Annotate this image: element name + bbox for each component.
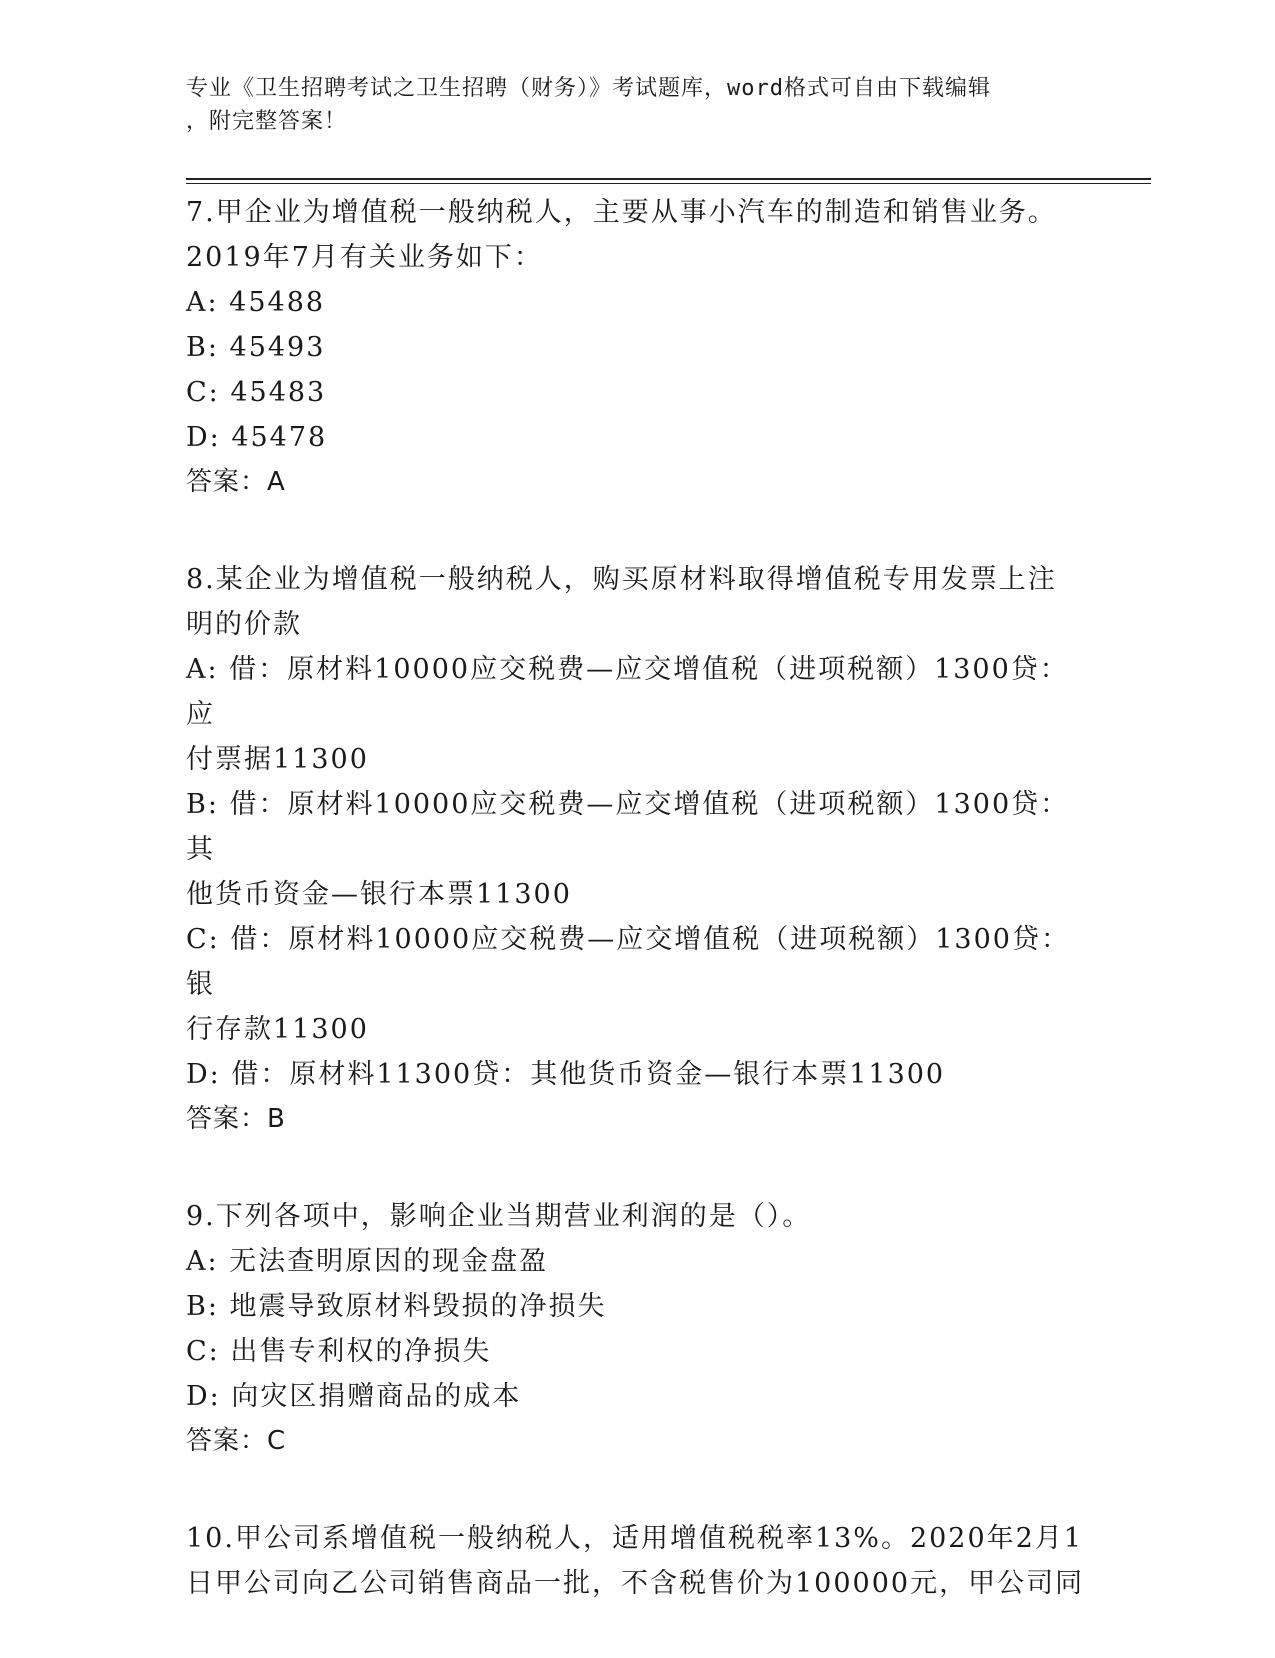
option-a: A: 45488: [186, 287, 326, 318]
option-d: D: 45478: [186, 422, 328, 453]
question-list: [186, 190, 1086, 1658]
option-a-cont: 付票据11300: [186, 744, 369, 775]
question-stem-cont: 日甲公司向乙公司销售商品一批，不含税售价为100000元，甲公司同: [186, 1568, 1085, 1599]
option-a: A: 借：原材料10000应交税费—应交增值税（进项税额）1300贷：应: [186, 654, 1069, 730]
header-line-1: 专业《卫生招聘考试之卫生招聘（财务）》考试题库，word格式可自由下载编辑: [186, 76, 991, 101]
option-b: B: 借：原材料10000应交税费—应交增值税（进项税额）1300贷：其: [186, 789, 1070, 865]
question-stem: 8.某企业为增值税一般纳税人，购买原材料取得增值税专用发票上注: [186, 564, 1057, 595]
option-c: C: 45483: [186, 377, 327, 408]
answer: 答案：C: [186, 1426, 287, 1456]
question-stem: 7.甲企业为增值税一般纳税人，主要从事小汽车的制造和销售业务。: [186, 197, 1057, 228]
header-rule-thin: [186, 183, 1151, 184]
question-10: [186, 1516, 1086, 1606]
option-d: D: 借：原材料11300贷：其他货币资金—银行本票11300: [186, 1059, 946, 1090]
document-header: [186, 72, 1066, 138]
option-b: B: 45493: [186, 332, 326, 363]
question-stem: 9.下列各项中，影响企业当期营业利润的是（）。: [186, 1201, 812, 1232]
option-d: D: 向灾区捐赠商品的成本: [186, 1381, 522, 1412]
question-8: [186, 557, 1086, 1142]
option-b: B: 地震导致原材料毁损的净损失: [186, 1291, 607, 1322]
header-line-2: ，附完整答案！: [186, 109, 348, 134]
question-stem: 10.甲公司系增值税一般纳税人，适用增值税税率13%。2020年2月1: [186, 1523, 1084, 1554]
option-a: A: 无法查明原因的现金盘盈: [186, 1246, 549, 1277]
question-7: [186, 190, 1086, 505]
answer: 答案：A: [186, 467, 286, 497]
question-stem-cont: 2019年7月有关业务如下：: [186, 242, 543, 273]
option-c-cont: 行存款11300: [186, 1014, 369, 1045]
question-stem-cont: 明的价款: [186, 609, 302, 640]
option-b-cont: 他货币资金—银行本票11300: [186, 879, 572, 910]
question-9: [186, 1194, 1086, 1464]
option-c: C: 出售专利权的净损失: [186, 1336, 492, 1367]
header-rule-thick: [186, 178, 1151, 180]
answer: 答案：B: [186, 1104, 286, 1134]
option-c: C: 借：原材料10000应交税费—应交增值税（进项税额）1300贷：银: [186, 924, 1070, 1000]
